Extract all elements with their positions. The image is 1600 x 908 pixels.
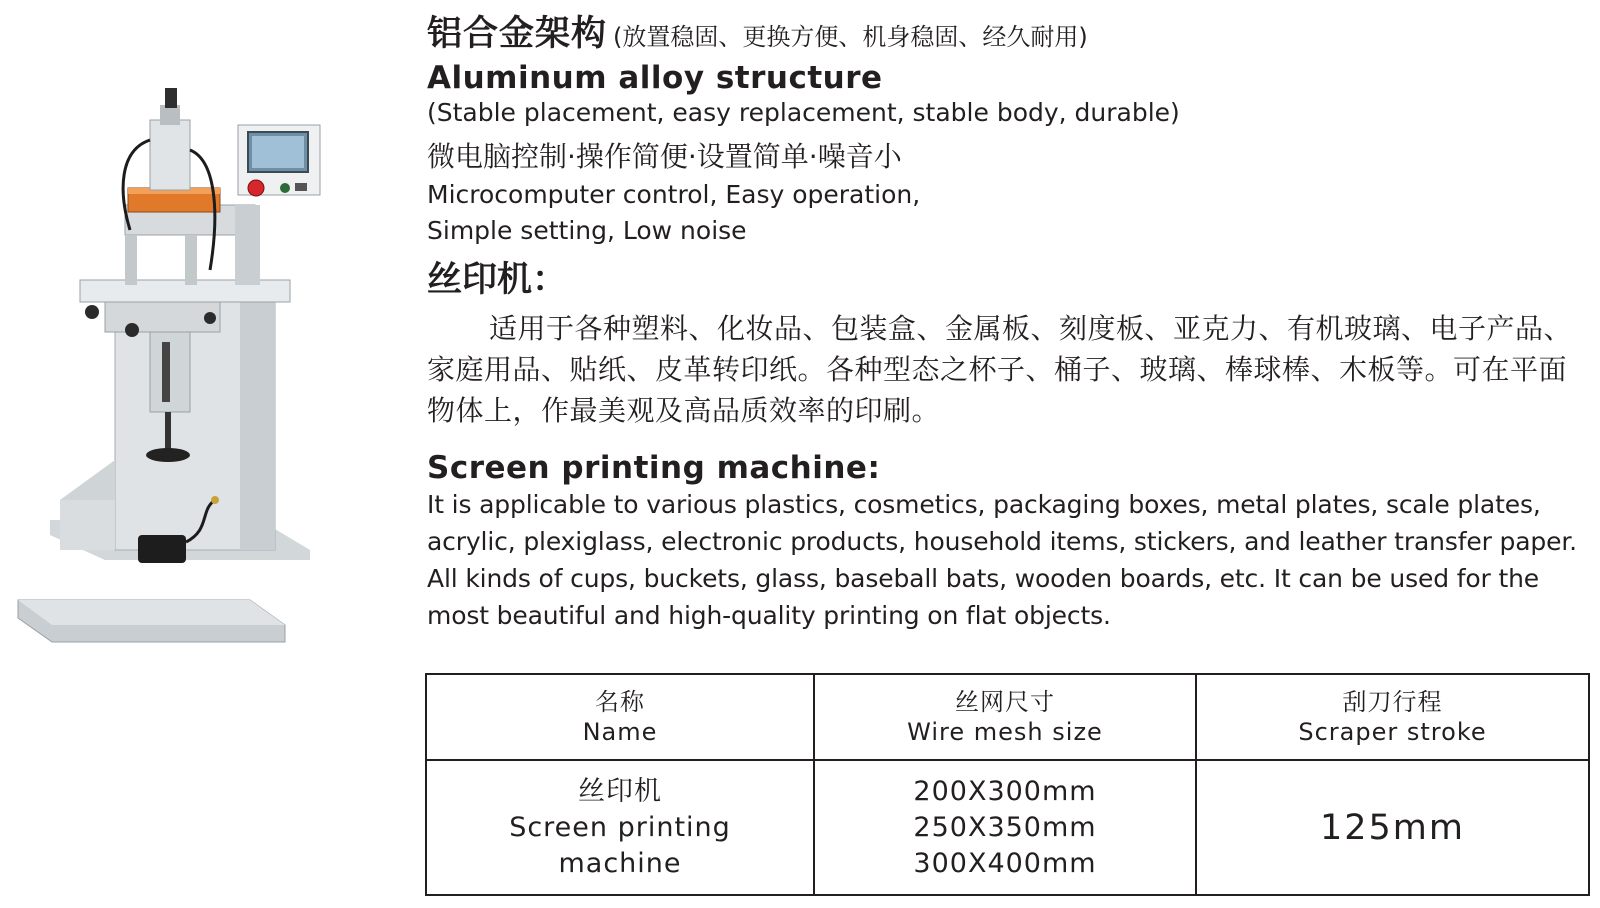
english-description: It is applicable to various plastics, cosmetics, packaging boxes, metal plates, scale plates, acrylic, plexiglass, electronic products, household items, stickers, and leather transfer paper. All kinds of cups, buckets, glass, baseball bats, wooden boards, etc. It can be used for the most beautiful and high-quality printing on flat objects. (427, 490, 1577, 630)
english-section-title: Screen printing machine: (427, 450, 881, 486)
chinese-description: 适用于各种塑料、化妆品、包装盒、金属板、刻度板、亚克力、有机玻璃、电子产品、家庭用品、贴纸、皮革转印纸。各种型态之杯子、桶子、玻璃、棒球棒、木板等。可在平面物体上，作最美观及高品质效率的印刷。 (427, 312, 1573, 427)
english-control-features-line2: Simple setting, Low noise (427, 216, 747, 245)
cell-name-cn: 丝印机 (578, 775, 662, 807)
header-stroke (1196, 674, 1589, 760)
cell-mesh-size-2: 250X350mm (913, 811, 1097, 843)
cell-name-en-1: Screen printing (509, 811, 731, 843)
table-header-row (426, 674, 1589, 760)
english-control-features-line1: Microcomputer control, Easy operation, (427, 180, 921, 209)
spec-table (425, 673, 1590, 896)
table-row (426, 760, 1589, 895)
chinese-title-text: 铝合金架构 (427, 14, 608, 54)
english-title: Aluminum alloy structure (427, 60, 883, 96)
cell-mesh-size-1: 200X300mm (913, 775, 1097, 807)
chinese-title-note: (放置稳固、更换方便、机身稳固、经久耐用) (613, 23, 1088, 51)
chinese-title (427, 12, 1088, 59)
cell-name (426, 760, 814, 895)
cell-name-en-2: machine (558, 847, 682, 879)
header-stroke-cn: 刮刀行程 (1342, 688, 1443, 716)
header-mesh-size-cn: 丝网尺寸 (955, 688, 1055, 716)
emergency-stop-button (248, 180, 264, 196)
header-name-en: Name (582, 718, 658, 746)
chinese-control-features: 微电脑控制·操作简便·设置简单·噪音小 (427, 140, 902, 173)
screen-printing-machine-image (10, 80, 340, 660)
cell-mesh-size-3: 300X400mm (913, 847, 1097, 879)
header-stroke-en: Scraper stroke (1298, 718, 1487, 746)
foot-pedal (138, 535, 186, 563)
header-mesh-size (814, 674, 1196, 760)
english-title-note: (Stable placement, easy replacement, stable body, durable) (427, 98, 1180, 127)
header-name (426, 674, 814, 760)
chinese-section-title: 丝印机： (427, 260, 568, 300)
header-name-cn: 名称 (595, 688, 645, 716)
cell-stroke: 125mm (1196, 760, 1589, 895)
header-mesh-size-en: Wire mesh size (907, 718, 1103, 746)
cell-mesh-sizes (814, 760, 1196, 895)
